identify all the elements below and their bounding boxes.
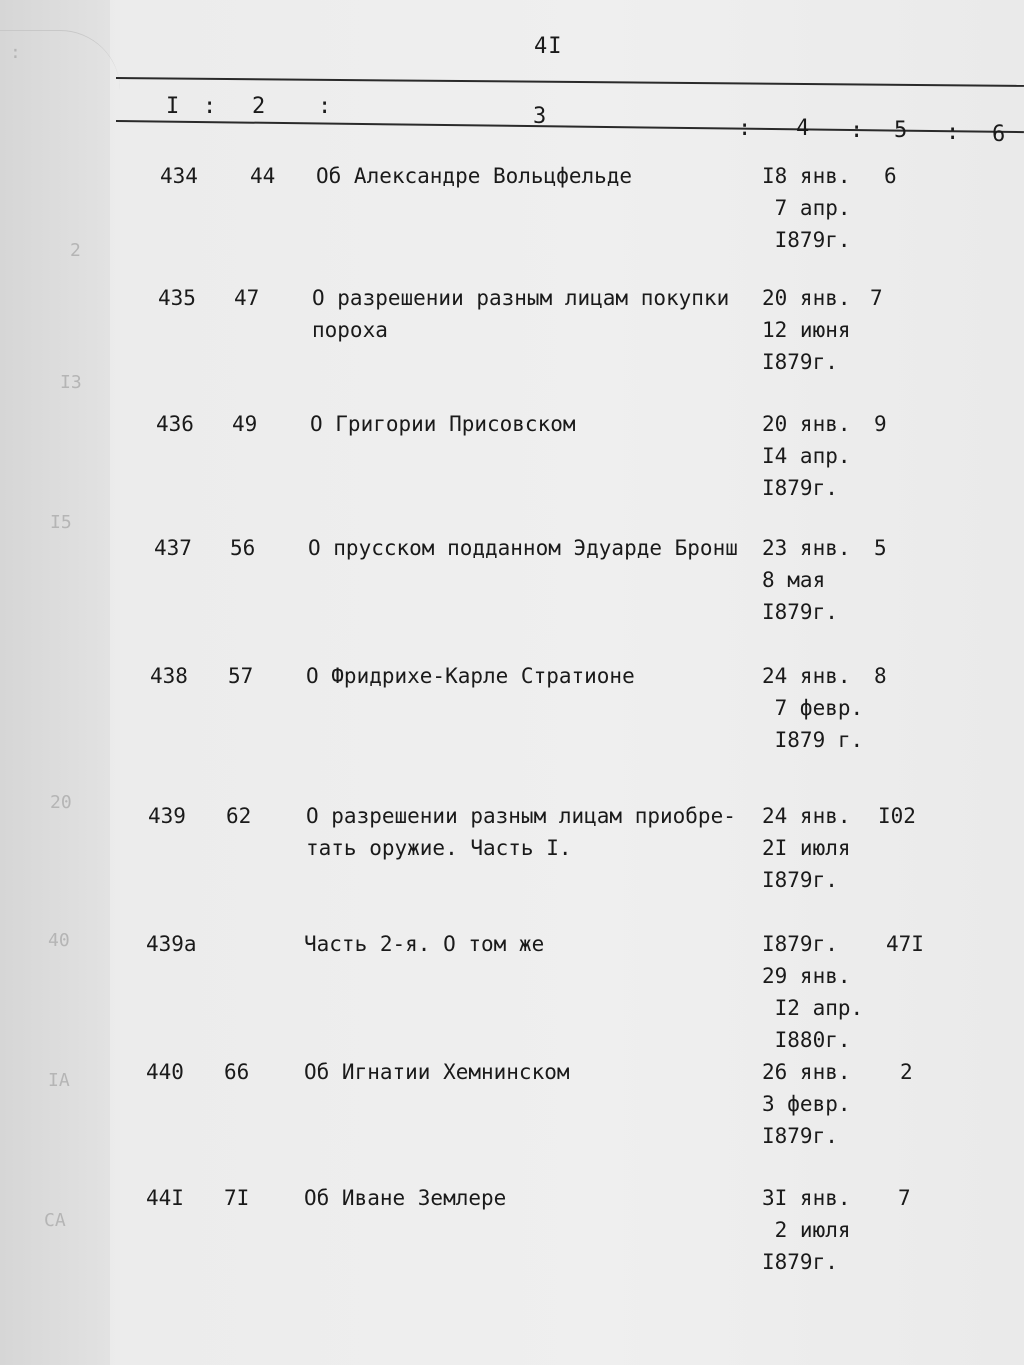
margin-mark: 40 xyxy=(48,930,70,951)
row-item-number: 56 xyxy=(230,536,256,560)
row-title: Об Игнатии Хемнинском xyxy=(304,1060,570,1084)
row-sheets: 7 xyxy=(870,286,883,310)
margin-mark: : xyxy=(10,42,21,63)
margin-mark: 20 xyxy=(50,792,72,813)
header-col2: 2 xyxy=(252,94,266,119)
header-sep: : xyxy=(850,118,864,143)
row-sheets: 8 xyxy=(874,664,887,688)
row-dates: 3I янв. 2 июля I879г. xyxy=(762,1186,851,1274)
row-item-number: 47 xyxy=(234,286,260,310)
margin-mark: I5 xyxy=(50,512,72,533)
margin-mark: IA xyxy=(48,1070,70,1091)
row-title: О разрешении разным лицам покупки пороха xyxy=(312,286,730,342)
row-sheets: 6 xyxy=(884,164,897,188)
row-sheets: 5 xyxy=(874,536,887,560)
row-title: Об Иване Землере xyxy=(304,1186,507,1210)
row-item-number: 7I xyxy=(224,1186,250,1210)
row-item-number: 49 xyxy=(232,412,258,436)
row-number: 439 xyxy=(148,804,186,828)
header-top-rule xyxy=(116,77,1024,87)
row-title: Часть 2-я. О том же xyxy=(304,932,545,956)
header-sep: : xyxy=(738,116,752,141)
row-number: 436 xyxy=(156,412,194,436)
adjacent-page-edge xyxy=(0,0,110,1365)
header-sep: : xyxy=(318,94,332,119)
row-dates: I879г. 29 янв. I2 апр. I880г. xyxy=(762,932,864,1052)
row-title: О разрешении разным лицам приобре- тать оружие. Часть I. xyxy=(306,804,736,860)
row-number: 439а xyxy=(146,932,197,956)
row-number: 434 xyxy=(160,164,198,188)
row-sheets: 7 xyxy=(898,1186,911,1210)
row-item-number: 62 xyxy=(226,804,252,828)
row-dates: 24 янв. 2I июля I879г. xyxy=(762,804,851,892)
margin-mark: CA xyxy=(44,1210,66,1231)
page-number: 4I xyxy=(534,34,563,59)
row-number: 438 xyxy=(150,664,188,688)
row-item-number: 57 xyxy=(228,664,254,688)
row-item-number: 66 xyxy=(224,1060,250,1084)
row-dates: 23 янв. 8 мая I879г. xyxy=(762,536,851,624)
row-title: О прусском подданном Эдуарде Бронш xyxy=(308,536,738,560)
header-col5: 5 xyxy=(894,118,908,143)
header-sep: : xyxy=(946,120,960,145)
header-col6: 6 xyxy=(992,122,1006,147)
row-number: 435 xyxy=(158,286,196,310)
row-title: О Григории Присовском xyxy=(310,412,576,436)
row-item-number: 44 xyxy=(250,164,276,188)
row-sheets: 2 xyxy=(900,1060,913,1084)
row-sheets: I02 xyxy=(878,804,916,828)
header-sep: : xyxy=(203,94,217,119)
row-dates: 20 янв. I4 апр. I879г. xyxy=(762,412,851,500)
header-bottom-rule xyxy=(116,120,1024,133)
header-col3: 3 xyxy=(533,104,547,129)
row-sheets: 9 xyxy=(874,412,887,436)
row-dates: I8 янв. 7 апр. I879г. xyxy=(762,164,851,252)
row-number: 437 xyxy=(154,536,192,560)
margin-mark: 2 xyxy=(70,240,81,261)
row-dates: 20 янв. 12 июня I879г. xyxy=(762,286,851,374)
row-title: О Фридрихе-Карле Стратионе xyxy=(306,664,635,688)
row-title: Об Александре Вольцфельде xyxy=(316,164,633,188)
header-col1: I xyxy=(166,94,180,119)
row-dates: 24 янв. 7 февр. I879 г. xyxy=(762,664,864,752)
row-number: 44I xyxy=(146,1186,184,1210)
row-dates: 26 янв. 3 февр. I879г. xyxy=(762,1060,851,1148)
row-number: 440 xyxy=(146,1060,184,1084)
margin-mark: I3 xyxy=(60,372,82,393)
row-sheets: 47I xyxy=(886,932,924,956)
header-col4: 4 xyxy=(796,116,810,141)
